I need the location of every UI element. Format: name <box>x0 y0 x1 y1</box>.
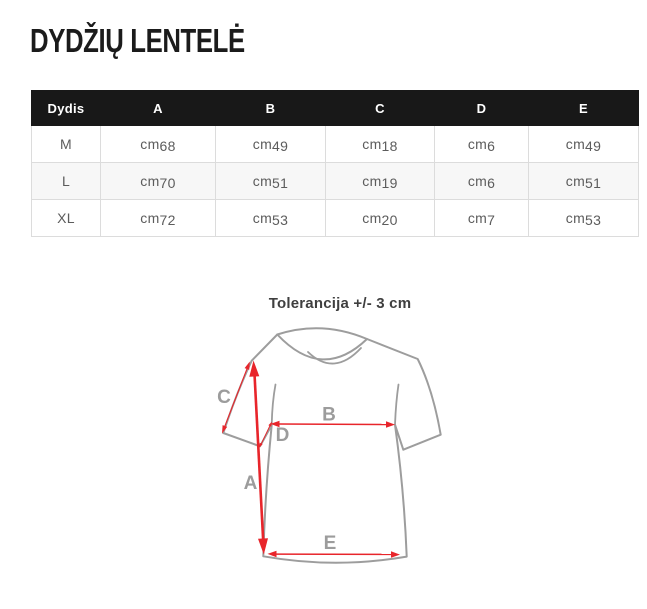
table-row <box>32 163 639 200</box>
value-cell: cm6 <box>435 163 529 200</box>
armhole-seam-right <box>395 385 399 425</box>
value-cell: cm20 <box>326 200 435 237</box>
value-cell: cm68 <box>101 126 216 163</box>
value-cell: cm7 <box>435 200 529 237</box>
header-dydis: Dydis <box>32 91 101 126</box>
tshirt-diagram-svg <box>195 318 485 598</box>
value-cell: cm6 <box>435 126 529 163</box>
value-cell: cm70 <box>101 163 216 200</box>
value-cell: cm53 <box>529 200 639 237</box>
header-d: D <box>435 91 529 126</box>
value-cell: cm18 <box>326 126 435 163</box>
value-cell: cm49 <box>529 126 639 163</box>
tshirt-measurement-diagram <box>195 318 485 598</box>
armhole-seam-left <box>272 385 276 425</box>
header-a: A <box>101 91 216 126</box>
table-header-row <box>32 91 639 126</box>
value-cell: cm19 <box>326 163 435 200</box>
header-e: E <box>529 91 639 126</box>
size-cell: XL <box>32 200 101 237</box>
table-row <box>32 126 639 163</box>
size-cell: M <box>32 126 101 163</box>
value-cell: cm51 <box>216 163 326 200</box>
size-table <box>31 90 639 237</box>
value-cell: cm72 <box>101 200 216 237</box>
measurement-label-a: A <box>243 473 258 494</box>
size-cell: L <box>32 163 101 200</box>
page-title: DYDŽIŲ LENTELĖ <box>30 22 245 59</box>
value-cell: cm49 <box>216 126 326 163</box>
value-cell: cm53 <box>216 200 326 237</box>
tolerance-note: Tolerancija +/- 3 cm <box>268 295 412 312</box>
measurement-label-c: C <box>217 387 231 408</box>
measurement-label-e: E <box>323 533 337 554</box>
measurement-label-d: D <box>275 425 290 446</box>
table-row <box>32 200 639 237</box>
value-cell: cm51 <box>529 163 639 200</box>
header-c: C <box>326 91 435 126</box>
measurement-label-b: B <box>322 404 336 426</box>
header-b: B <box>216 91 326 126</box>
